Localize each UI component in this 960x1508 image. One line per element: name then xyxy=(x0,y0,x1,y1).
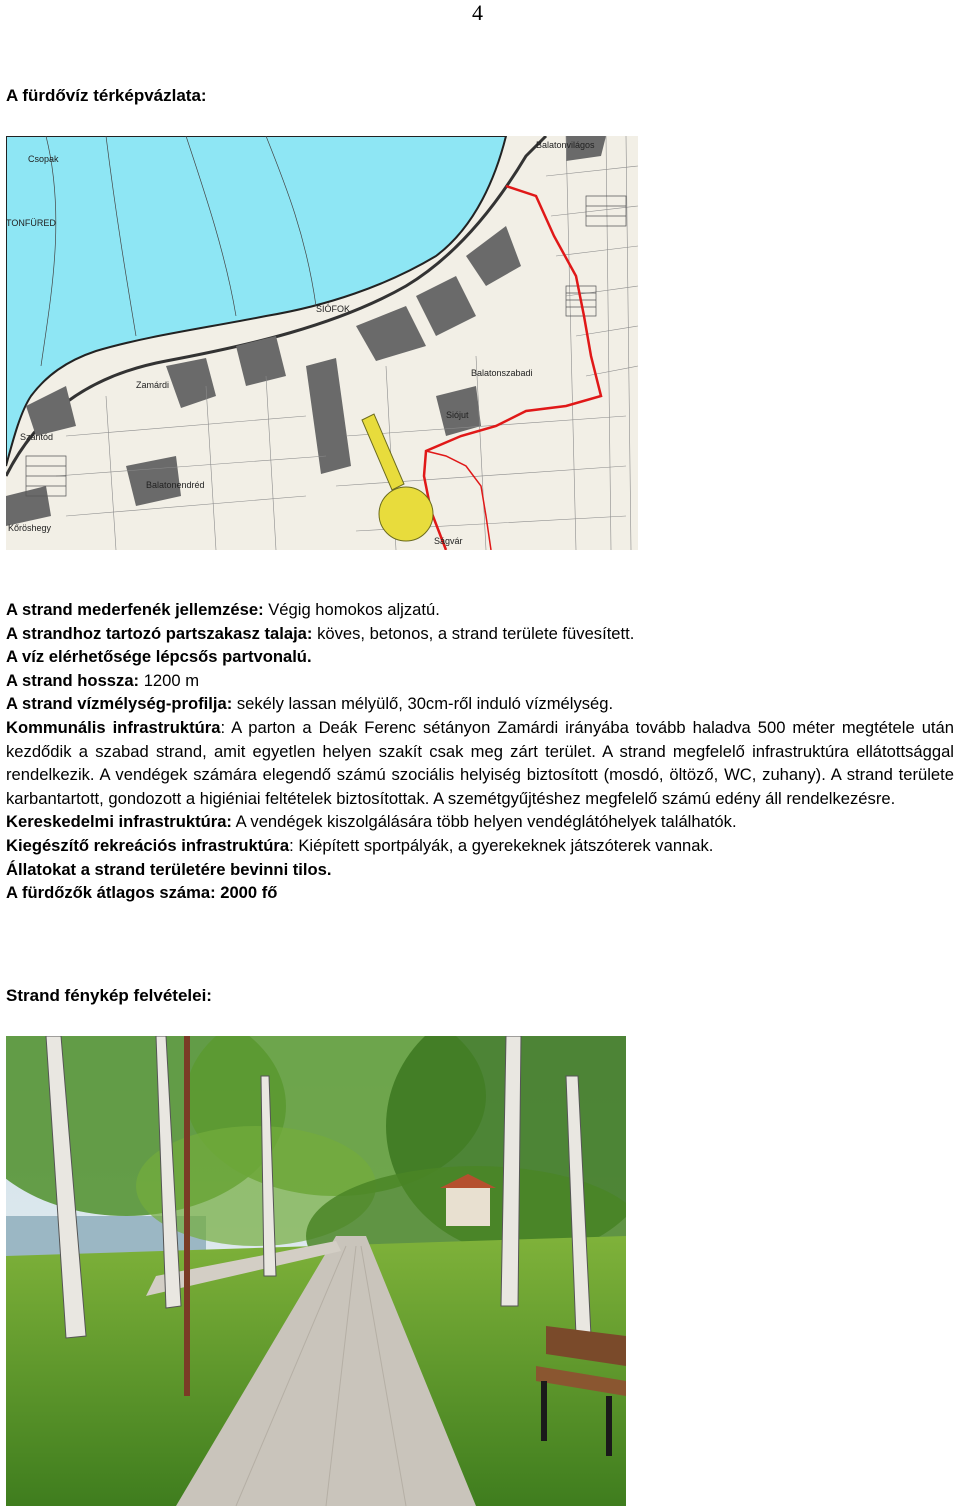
line-allatok: Állatokat a strand területére bevinni tilos. xyxy=(6,859,332,879)
map-label-balatonendred: Balatonendréd xyxy=(146,480,205,490)
kiosk xyxy=(446,1186,490,1226)
line-kiegeszito: Kiegészítő rekreációs infrastruktúra: Kiépített sportpályák, a gyerekeknek játszóterek vannak. xyxy=(6,835,714,855)
map-heading: A fürdővíz térképvázlata: xyxy=(6,86,207,105)
line-elerhetoseg: A víz elérhetősége lépcsős partvonalú. xyxy=(6,647,312,667)
map-svg xyxy=(6,136,638,550)
map-label-siofok: SIÓFOK xyxy=(316,304,351,314)
line-kereskedelmi: Kereskedelmi infrastruktúra: A vendégek kiszolgálására több helyen vendéglátóhelyek találhatók. xyxy=(6,812,737,832)
lamp-post xyxy=(184,1036,190,1396)
page-number: 4 xyxy=(472,0,483,25)
map-label-csopak: Csopak xyxy=(28,154,59,164)
line-furdozok: A fürdőzők átlagos száma: 2000 fő xyxy=(6,883,278,903)
bathing-water-map xyxy=(6,136,638,550)
beach-zone xyxy=(379,487,433,541)
map-label-sagvar: Ságvár xyxy=(434,536,463,546)
map-label-koroshegy: Kőröshegy xyxy=(8,523,52,533)
line-partszakasz: A strandhoz tartozó partszakasz talaja: köves, betonos, a strand területe füvesített. xyxy=(6,623,635,643)
line-vizmelyseg: A strand vízmélység-profilja: sekély lassan mélyülő, 30cm-ről induló vízmélység. xyxy=(6,694,614,714)
beach-photo xyxy=(6,1036,626,1506)
line-mederfenek: A strand mederfenék jellemzése: Végig homokos aljzatú. xyxy=(6,600,440,619)
map-label-balatonszabadi: Balatonszabadi xyxy=(471,368,533,378)
map-label-siojut: Siójut xyxy=(446,410,469,420)
paragraph-kommunalis: Kommunális infrastruktúra: A parton a Deák Ferenc sétányon Zamárdi irányába tovább haladva 500 méter megtétele után kezdődik a szabad strand, amit egyetlen helyen szakít csak meg zárt terület. A strand megfelelő infrastruktúra ellátottsággal rendelkezik. A vendégek számára elegendő számú szociális helyiség biztosított (mosdó, öltöző, WC, zuhany). A strand területe karbantartott, gondozott a higiéniai feltételek biztosítottak. A szemétgyűjtéshez megfelelő számú edény áll rendelkezésre. xyxy=(6,717,954,808)
map-label-szanto: Szántód xyxy=(20,432,54,442)
map-label-balatonvilagos: Balatonvilágos xyxy=(536,140,595,150)
photo-heading: Strand fénykép felvételei: xyxy=(6,986,212,1005)
beach-description xyxy=(6,598,954,905)
photo-svg xyxy=(6,1036,626,1506)
map-label-zamardi: Zamárdi xyxy=(136,380,170,390)
line-hossz: A strand hossza: 1200 m xyxy=(6,670,200,690)
map-label-fured: TONFÜRED xyxy=(6,218,56,228)
